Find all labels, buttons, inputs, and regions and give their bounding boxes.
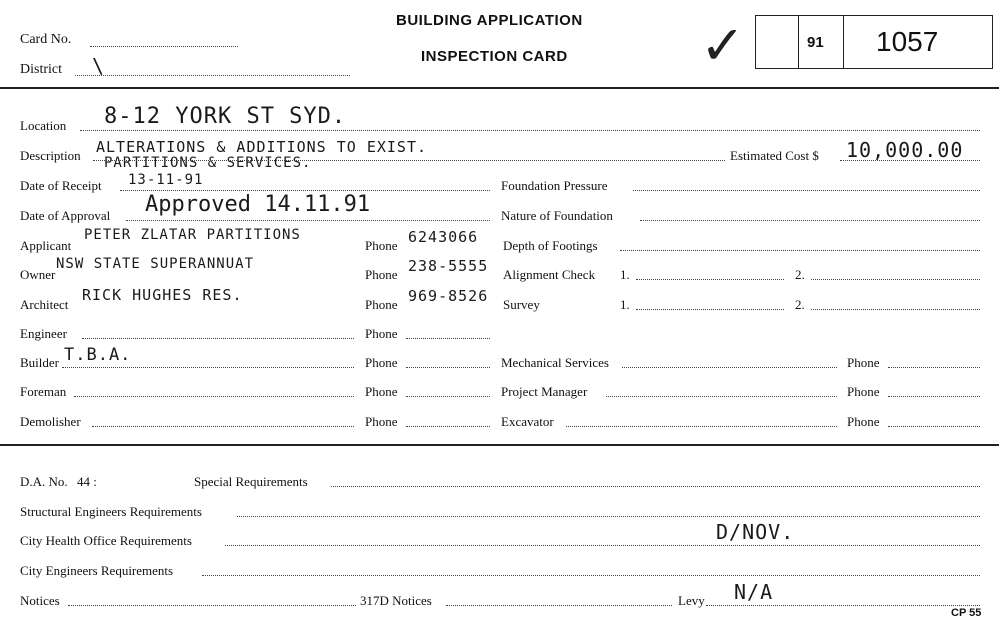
project-manager-phone-label: Phone <box>847 384 880 399</box>
alignment-check-1-label: 1. <box>620 267 630 282</box>
location-value: 8-12 YORK ST SYD. <box>104 104 347 129</box>
date-of-receipt-value: 13-11-91 <box>128 172 204 188</box>
mechanical-phone-label: Phone <box>847 355 880 370</box>
form-code: CP 55 <box>951 607 982 619</box>
card-no-line <box>90 46 238 47</box>
checkmark-icon: ✓ <box>700 14 746 77</box>
nature-of-foundation-label: Nature of Foundation <box>501 208 613 223</box>
engineer-label: Engineer <box>20 326 67 341</box>
survey-1-label: 1. <box>620 297 630 312</box>
card-no-label: Card No. <box>20 32 72 47</box>
card-number-box <box>755 15 993 69</box>
foundation-pressure-label: Foundation Pressure <box>501 178 608 193</box>
builder-label: Builder <box>20 355 59 370</box>
architect-phone-label: Phone <box>365 297 398 312</box>
title-line2: INSPECTION CARD <box>421 48 568 65</box>
description-label: Description <box>20 148 81 163</box>
title-line1: BUILDING APPLICATION <box>396 12 583 29</box>
structural-label: Structural Engineers Requirements <box>20 504 202 519</box>
header-divider <box>0 87 999 89</box>
date-of-receipt-label: Date of Receipt <box>20 178 102 193</box>
section-divider <box>0 444 999 446</box>
demolisher-phone-label: Phone <box>365 414 398 429</box>
owner-value: NSW STATE SUPERANNUAT <box>56 256 255 272</box>
city-engineers-label: City Engineers Requirements <box>20 563 174 578</box>
applicant-phone-label: Phone <box>365 238 398 253</box>
levy-value: N/A <box>734 580 774 604</box>
survey-2-label: 2. <box>795 297 805 312</box>
card-number: 1057 <box>876 26 939 57</box>
notices-317d-label: 317D Notices <box>360 593 432 608</box>
estimated-cost-value: 10,000.00 <box>846 138 964 162</box>
description-value-line1: ALTERATIONS & ADDITIONS TO EXIST. <box>96 138 428 156</box>
city-health-label: City Health Office Requirements <box>20 533 192 548</box>
alignment-check-label: Alignment Check <box>503 267 596 282</box>
alignment-check-2-label: 2. <box>795 267 805 282</box>
demolisher-label: Demolisher <box>20 414 81 429</box>
applicant-phone-value: 6243066 <box>408 228 479 246</box>
applicant-label: Applicant <box>20 238 72 253</box>
builder-value: T.B.A. <box>64 345 132 365</box>
estimated-cost-label: Estimated Cost $ <box>730 148 819 163</box>
excavator-phone-label: Phone <box>847 414 880 429</box>
project-manager-label: Project Manager <box>501 384 588 399</box>
mechanical-services-label: Mechanical Services <box>501 355 609 370</box>
architect-value: RICK HUGHES RES. <box>82 286 243 304</box>
district-label: District <box>20 62 62 77</box>
applicant-value: PETER ZLATAR PARTITIONS <box>84 227 301 243</box>
builder-phone-label: Phone <box>365 355 398 370</box>
excavator-label: Excavator <box>501 414 554 429</box>
city-health-value: D/NOV. <box>716 520 795 544</box>
da-no-label: D.A. No. <box>20 474 68 489</box>
architect-label: Architect <box>20 297 69 312</box>
district-line <box>75 75 350 76</box>
foreman-phone-label: Phone <box>365 384 398 399</box>
notices-label: Notices <box>20 593 60 608</box>
survey-label: Survey <box>503 297 540 312</box>
date-of-approval-label: Date of Approval <box>20 208 111 223</box>
foreman-label: Foreman <box>20 384 67 399</box>
description-value-line2: PARTITIONS & SERVICES. <box>104 155 312 171</box>
architect-phone-value: 969-8526 <box>408 287 489 305</box>
owner-phone-label: Phone <box>365 267 398 282</box>
district-value: \ <box>92 54 106 78</box>
depth-of-footings-label: Depth of Footings <box>503 238 598 253</box>
owner-label: Owner <box>20 267 56 282</box>
date-of-approval-value: Approved 14.11.91 <box>145 192 371 217</box>
engineer-phone-label: Phone <box>365 326 398 341</box>
owner-phone-value: 238-5555 <box>408 257 489 275</box>
da-no-value: 44 : <box>77 474 97 489</box>
card-prefix: 91 <box>807 34 824 51</box>
levy-label: Levy <box>678 593 705 608</box>
special-requirements-label: Special Requirements <box>194 474 308 489</box>
location-label: Location <box>20 118 67 133</box>
